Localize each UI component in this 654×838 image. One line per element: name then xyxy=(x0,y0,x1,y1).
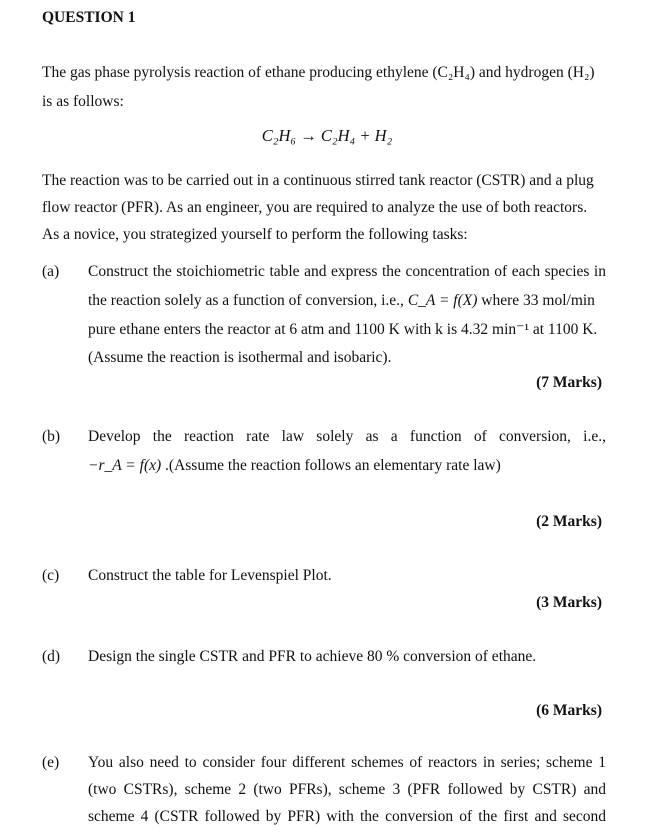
question-heading: QUESTION 1 xyxy=(42,9,136,26)
part-a-line-2-text: the reaction solely as a function of conversion, i.e., xyxy=(88,292,404,309)
part-b-line-2 xyxy=(88,457,501,475)
part-a-line-1: Construct the stoichiometric table and express the concentration of each species in xyxy=(88,263,606,280)
part-d-label: (d) xyxy=(42,648,61,665)
part-a-line-4: (Assume the reaction is isothermal and isobaric). xyxy=(88,349,392,366)
rate-law-math: −r_A = f(x) xyxy=(88,457,162,474)
concentration-function-math: C_A = f(X) xyxy=(407,292,478,309)
part-b-label: (b) xyxy=(42,428,61,445)
part-e-line-2: (two CSTRs), scheme 2 (two PFRs), scheme 3 (PFR followed by CSTR) and xyxy=(88,781,606,798)
part-b-marks: (2 Marks) xyxy=(536,513,602,530)
part-e-label: (e) xyxy=(42,754,60,771)
context-line-2: flow reactor (PFR). As an engineer, you are required to analyze the use of both reactors. xyxy=(42,199,588,216)
part-a-line-2 xyxy=(88,292,595,310)
reaction-equation: C₂H₆ → C₂H₄ + H₂ xyxy=(261,126,393,145)
part-a-line-3: pure ethane enters the reactor at 6 atm and 1100 K with k is 4.32 min⁻¹ at 1100 K. xyxy=(88,321,598,338)
part-e-line-1: You also need to consider four different schemes of reactors in series; scheme 1 xyxy=(88,754,606,771)
part-a-line-2-tail: where 33 mol/min xyxy=(481,292,595,309)
part-b-line-1: Develop the reaction rate law solely as a function of conversion, i.e., xyxy=(88,428,606,445)
part-c-label: (c) xyxy=(42,567,60,584)
part-a-marks: (7 Marks) xyxy=(536,374,602,391)
part-b-line-2-tail: .(Assume the reaction follows an elementary rate law) xyxy=(165,457,501,474)
intro-line-2: is as follows: xyxy=(42,93,124,110)
part-d-line-1: Design the single CSTR and PFR to achieve 80 % conversion of ethane. xyxy=(88,648,537,665)
part-c-marks: (3 Marks) xyxy=(536,594,602,611)
part-a-label: (a) xyxy=(42,263,60,280)
intro-line-1: The gas phase pyrolysis reaction of ethane producing ethylene (C₂H₄) and hydrogen (H₂) xyxy=(42,64,595,81)
context-line-1: The reaction was to be carried out in a continuous stirred tank reactor (CSTR) and a plug xyxy=(42,172,594,189)
context-line-3: As a novice, you strategized yourself to perform the following tasks: xyxy=(42,226,468,243)
part-e-line-3: scheme 4 (CSTR followed by PFR) with the conversion of the first and second xyxy=(88,808,606,825)
part-d-marks: (6 Marks) xyxy=(536,702,602,719)
part-c-line-1: Construct the table for Levenspiel Plot. xyxy=(88,567,332,584)
